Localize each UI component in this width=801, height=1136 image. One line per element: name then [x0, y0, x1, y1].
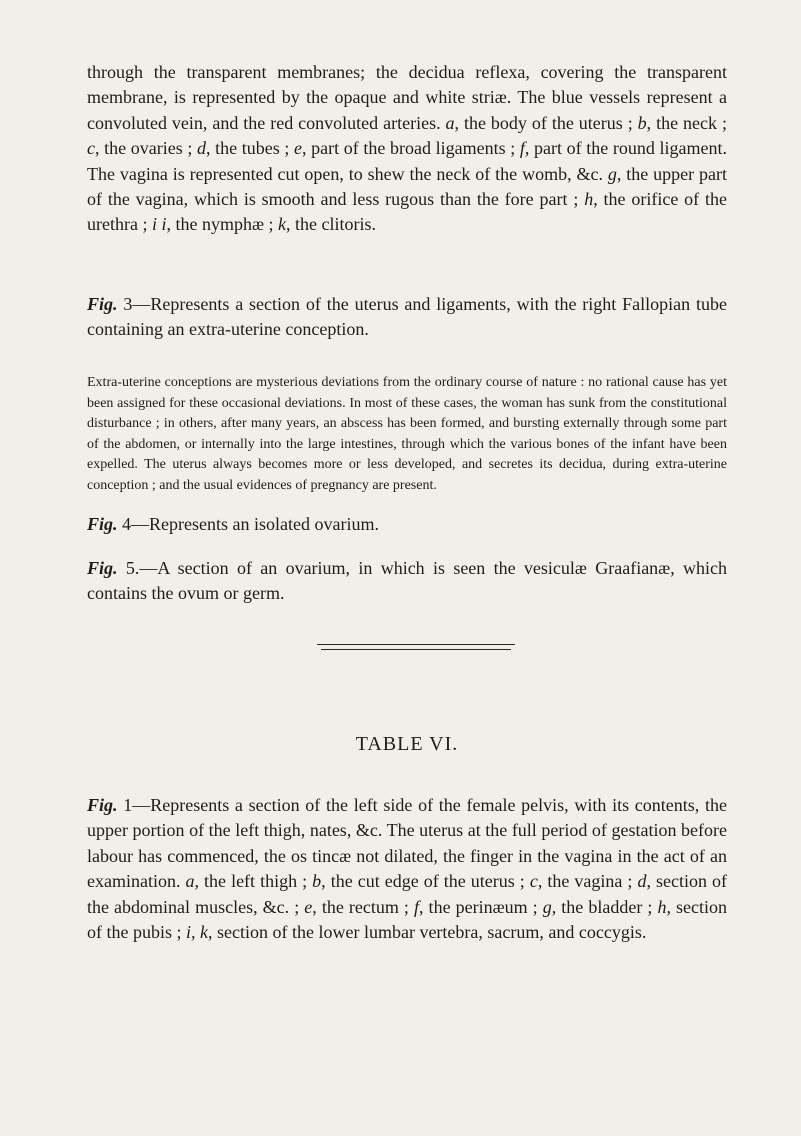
key-letter: c: [87, 138, 95, 159]
divider-rule-top: [317, 644, 515, 645]
text-run: , the vagina ;: [537, 871, 638, 892]
text-run: , section of the lower lumbar vertebra, sacrum, and coccygis.: [208, 922, 647, 943]
fig-label: Fig.: [87, 514, 118, 534]
paragraph-fig4: [87, 512, 727, 537]
text-run: , the tubes ;: [206, 138, 295, 159]
text-run: , section of the pubis ;: [87, 896, 728, 943]
key-letter: i i: [151, 214, 167, 235]
table-heading: TABLE VI.: [355, 733, 459, 755]
text-run: , part of the round ligament. The vagina is represented cut open, to shew the neck of the womb, &c.: [87, 138, 727, 184]
text-run: 4—Represents an isolated ovarium.: [117, 514, 379, 534]
key-letter: f: [413, 896, 419, 917]
key-letter: e: [294, 138, 303, 159]
key-letter: b: [312, 871, 322, 892]
text-run: , the left thigh ;: [194, 871, 313, 892]
key-letter: g: [542, 896, 552, 917]
key-letter: d: [197, 138, 206, 159]
text-run: , the cut edge of the uterus ;: [321, 871, 530, 892]
fig-label: Fig.: [87, 795, 118, 815]
key-letter: h: [657, 896, 667, 917]
paragraph-table6-fig1: [87, 793, 727, 945]
divider-rule-bottom: [321, 649, 511, 650]
key-letter: a: [185, 871, 195, 892]
text-run: , the clitoris.: [285, 214, 376, 235]
text-run: 1—Represents a section of the left side of the female pelvis, with its contents, the upper portion of the left thigh, nates, &c. The uterus at the full period of gestation before labour has commenced, the os tincæ not dilated, the finger in the vagina in the act of an examination.: [87, 795, 727, 892]
text-run: , the upper part of the vagina, which is smooth and less rugous than the fore part ;: [87, 163, 727, 210]
key-letter: k: [277, 214, 286, 235]
text-run: , the orifice of the urethra ;: [87, 189, 727, 235]
text-run: , the bladder ;: [551, 896, 658, 917]
key-letter: i, k: [186, 922, 208, 943]
key-letter: g: [607, 163, 617, 184]
key-letter: b: [637, 112, 647, 133]
note-extra-uterine: [87, 373, 727, 496]
text-run: , the body of the uterus ;: [454, 112, 638, 133]
paragraph-fig2-key: [87, 60, 727, 238]
text-run: , the nymphæ ;: [166, 214, 278, 235]
paragraph-fig3: [87, 292, 727, 343]
text-run: , section of the abdominal muscles, &c. ;: [87, 871, 727, 917]
key-letter: d: [637, 871, 647, 892]
text-run: , the ovaries ;: [95, 138, 197, 159]
key-letter: f: [519, 138, 525, 159]
text-run: through the transparent membranes; the decidua reflexa, covering the transparent membrane, is represented by the opaque and white striæ. The blue vessels represent a convoluted vein, and the red convoluted arteries.: [87, 62, 727, 133]
text-run: , the neck ;: [646, 112, 727, 133]
text-run: 3—Represents a section of the uterus and ligaments, with the right Fallopian tube containing an extra-uterine conception.: [87, 294, 727, 340]
paragraph-fig5: [87, 556, 727, 607]
key-letter: a: [445, 112, 455, 133]
key-letter: e: [304, 896, 313, 917]
text-run: Extra-uterine conceptions are mysterious deviations from the ordinary course of nature : no rational cause has yet been assigned for these occasional deviations. In most of these cases, the woman has sunk from the constitutional disturbance ; in others, after many years, an abscess has been formed, and bursting externally through some part of the abdomen, or internally into the large intestines, through which the various bones of the infant have been expelled. The uterus always becomes more or less developed, and secretes its decidua, during extra-uterine conception ; and the usual evidences of pregnancy are present.: [87, 375, 727, 493]
fig-label: Fig.: [87, 558, 118, 578]
text-run: , the perinæum ;: [419, 896, 543, 917]
text-run: , part of the broad ligaments ;: [302, 138, 520, 159]
text-run: , the rectum ;: [312, 896, 414, 917]
key-letter: c: [529, 871, 538, 892]
fig-label: Fig.: [87, 294, 118, 314]
key-letter: h: [584, 189, 594, 210]
text-run: 5.—A section of an ovarium, in which is seen the vesiculæ Graafianæ, which contains the ovum or germ.: [87, 558, 727, 604]
